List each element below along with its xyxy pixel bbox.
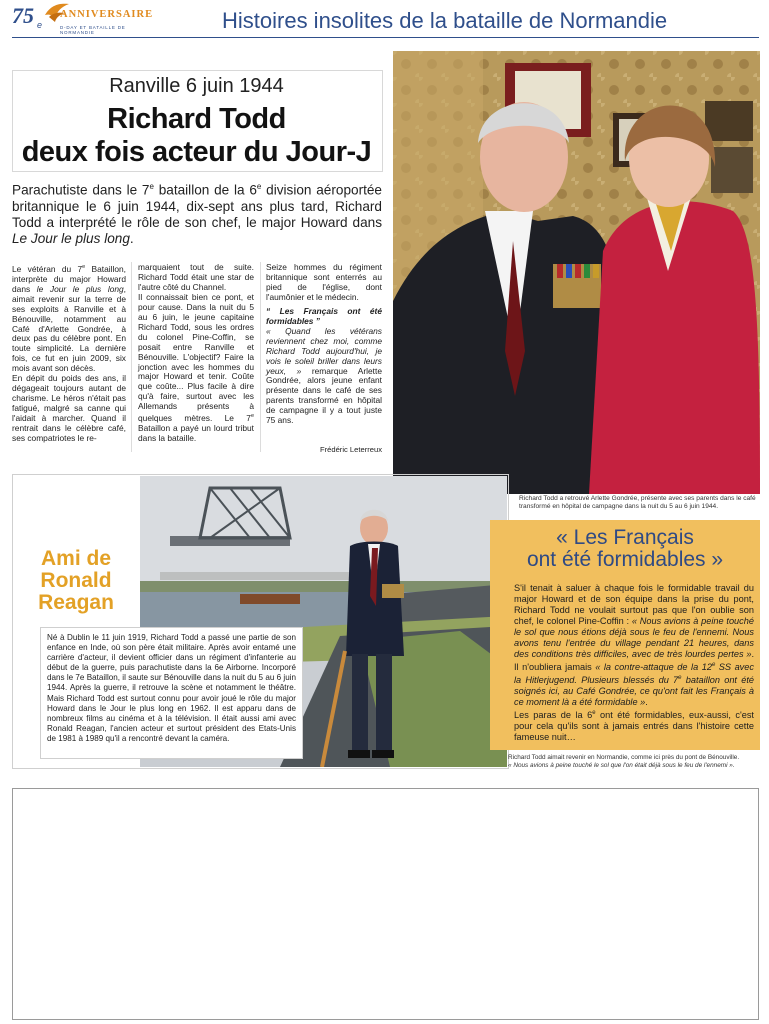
column-divider [260, 262, 261, 452]
photo2-caption: Richard Todd aimait revenir en Normandie, comme ici près du pont de Bénouville. « Nous avions à peine touché le sol que l'on était déjà sous le feu de l'ennemi ». [508, 754, 740, 769]
photo-todd-gondree [393, 51, 760, 494]
article-column-2: marquaient tout de suite. Richard Todd était une star de l'autre côté du Channel. Il connaissait bien ce pont, et pour cause. Dans la nuit du 5 au 6 juin, le jeune capitaine Richard Todd, sous les ordres du colonel Pine-Coffin, se posait entre Ranville et Bénouville. L'objectif? Faire la jonction avec les hommes du major Howard et tenir. Coûte que coûte... Plus facile à dire qu'à faire, surtout avec les Allemands présents à quelques mètres. Le 7e Bataillon a payé un lourd tribut dans la bataille. [138, 262, 254, 443]
biography-text: Né à Dublin le 11 juin 1919, Richard Todd a passé une partie de son enfance en Inde, où son père était militaire. Après avoir entamé une carrière d'acteur, il devient officier dans un régiment d'infanterie au début de la guerre, puis parachutiste dans la 6e Airborne. Incorporé dans le 7e Bataillon, il saute sur Bénouville dans la nuit du 5 au 6 juin 1944. Après la guerre, il retrouve la scène et notamment le théâtre. Mais Richard Todd est surtout connu pour avoir joué le rôle du major Howard dans le Jour le plus long en 1962. Il est apparu dans de nombreux films au cinéma et à la télévision. Il était aussi ami avec Ronald Reagan, l'ancien acteur et surtout président des Etats-Unis de 1981 à 1989 qu'il a rencontré devant la caméra. [47, 633, 296, 743]
logo-subtitle: D-DAY ET BATAILLE DE NORMANDIE [60, 25, 126, 35]
headline-line2: deux fois acteur du Jour-J [21, 136, 372, 168]
sidebar-heading: Ami de Ronald Reagan [38, 547, 114, 614]
article-column-1: Le vétéran du 7e Bataillon, interprète du major Howard dans le Jour le plus long, aimait revenir sur la terre de ses exploits à Ranville et à Bénouville, notamment au Café d'Arlette Gondrée, à deux pas du célèbre pont. En toute simplicité. La dernière fois, ce fut en juin 2009, six mois avant son décès. En dépit du poids des ans, il dégageait toujours autant de charisme. Le héros n'était pas fatigué, malgré sa canne qui l'aidait à marcher. Quand il rentrait dans le célèbre café, ses compatriotes le re- [12, 263, 126, 443]
article-column-3: Seize hommes du régiment britannique sont enterrés au pied de l'église, dont l'aumônier et le médecin. “ Les Français ont été formidables ” « Quand les vétérans reviennent chez moi, comme Richard Todd aujourd'hui, je vois le soleil briller dans leurs yeux, » remarque Arlette Gondrée, alors jeune enfant présente dans le café de ses parents transformé en hôpital de campagne il y a tout juste 75 ans. [266, 262, 382, 426]
lead-paragraph: Parachutiste dans le 7e bataillon de la 6e division aéroportée britannique le 6 juin 1944, dix-sept ans plus tard, Richard Todd a interprété le rôle de son chef, le major Howard dans Le Jour le plus long. [12, 182, 382, 247]
logo-number: 75 [12, 3, 34, 28]
blank-advertising-space [12, 788, 759, 1020]
dateline: Ranville 6 juin 1944 [109, 75, 284, 97]
column-divider [131, 262, 132, 452]
photo1-caption: Richard Todd a retrouvé Arlette Gondrée, présente avec ses parents dans le café transformé en hôpital de campagne dans la nuit du 5 au 6 juin 1944. [519, 495, 756, 510]
column-subhead: “ Les Français ont été formidables ” [266, 305, 382, 326]
author-signature: Frédéric Leterreux [319, 445, 382, 454]
quote-box-text: S'il tenait à saluer à chaque fois le formidable travail du major Howard et de son équipe dans la prise du pont, Richard Todd ne voulait surtout pas que l'on oublie son chef, le colonel Pine-Coffin : « Nous avions à peine touché le sol que nous étions déjà sous le feu de l'ennemi. Nous avons tenu l'entrée du village pendant 21 heures, dans des conditions très difficiles, avec de très lourdes pertes ». Il n'oubliera jamais « la contre-attaque de la 12e SS avec la Hitlerjugend. Plusieurs blessés du 7e bataillon ont été soignés ici, au Café Gondrée, ce qu'ont fait les Français à ce moment là a été formidable ». Les paras de la 6e ont été formidables, eux-aussi, c'est pour cela qu'ils sont à jamais entrés dans l'histoire cette fameuse nuit… [514, 583, 754, 742]
quote-box-title: « Les Français ont été formidables » [526, 526, 724, 571]
headline-line1: Richard Todd [107, 103, 286, 135]
anniversary-logo [10, 0, 154, 36]
section-title: Histoires insolites de la bataille de Normandie [222, 8, 668, 33]
logo-anniversaire: ANNIVERSAIRE [60, 9, 154, 20]
logo-suffix: e [37, 20, 43, 30]
header-divider [12, 37, 759, 38]
